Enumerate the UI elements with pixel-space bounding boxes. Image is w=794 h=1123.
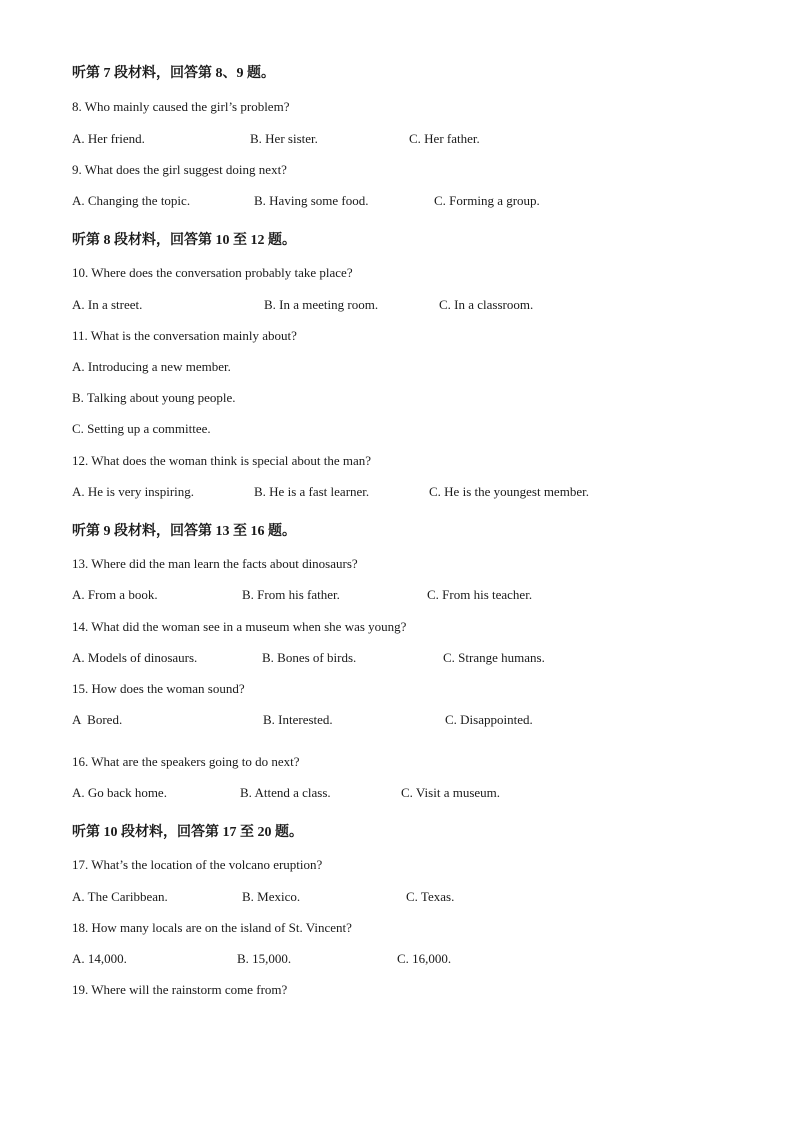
option-a: A. He is very inspiring.	[72, 484, 195, 499]
question-text: 8. Who mainly caused the girl’s problem?	[72, 99, 290, 114]
option-c: C. In a classroom.	[439, 297, 534, 312]
option-a: A. Her friend.	[72, 131, 145, 146]
option-a: A. In a street.	[72, 297, 143, 312]
option-b: B. Her sister.	[250, 131, 318, 146]
option-a: A. From a book.	[72, 587, 158, 602]
section-heading: 听第 7 段材料，回答第 8、9 题。	[72, 66, 275, 81]
option-a: A. Introducing a new member.	[72, 359, 231, 374]
section-heading: 听第 8 段材料，回答第 10 至 12 题。	[72, 233, 296, 248]
question-text: 11. What is the conversation mainly about?	[72, 328, 297, 343]
option-c: C. Her father.	[409, 131, 480, 146]
question-text: 13. Where did the man learn the facts about dinosaurs?	[72, 556, 358, 571]
option-c: C. He is the youngest member.	[429, 484, 589, 499]
question-text: 16. What are the speakers going to do next?	[72, 754, 300, 769]
option-a: A. 14,000.	[72, 951, 127, 966]
option-a: A. Go back home.	[72, 785, 167, 800]
option-c: C. 16,000.	[397, 951, 452, 966]
option-c: C. Setting up a committee.	[72, 421, 211, 436]
option-b: B. 15,000.	[237, 951, 292, 966]
option-c: C. Texas.	[406, 889, 455, 904]
option-b: B. Mexico.	[242, 889, 301, 904]
option-b: B. Attend a class.	[240, 785, 331, 800]
option-a: A. Models of dinosaurs.	[72, 650, 198, 665]
option-a: A. Changing the topic.	[72, 193, 191, 208]
question-text: 17. What’s the location of the volcano eruption?	[72, 857, 323, 872]
question-text: 15. How does the woman sound?	[72, 681, 245, 696]
option-b: B. In a meeting room.	[264, 297, 379, 312]
option-b: B. From his father.	[242, 587, 340, 602]
question-text: 12. What does the woman think is special about the man?	[72, 453, 372, 468]
option-b: B. He is a fast learner.	[254, 484, 370, 499]
option-a: A. The Caribbean.	[72, 889, 168, 904]
option-c: C. Visit a museum.	[401, 785, 501, 800]
question-text: 18. How many locals are on the island of St. Vincent?	[72, 920, 352, 935]
question-text: 14. What did the woman see in a museum when she was young?	[72, 619, 407, 634]
option-b: B. Bones of birds.	[262, 650, 357, 665]
option-a: A Bored.	[72, 712, 123, 727]
option-b: B. Having some food.	[254, 193, 369, 208]
question-text: 19. Where will the rainstorm come from?	[72, 982, 288, 997]
section-heading: 听第 9 段材料，回答第 13 至 16 题。	[72, 524, 296, 539]
option-b: B. Interested.	[263, 712, 333, 727]
option-c: C. Disappointed.	[445, 712, 533, 727]
option-b: B. Talking about young people.	[72, 390, 236, 405]
question-text: 10. Where does the conversation probably take place?	[72, 265, 353, 280]
option-c: C. Forming a group.	[434, 193, 540, 208]
question-text: 9. What does the girl suggest doing next?	[72, 162, 287, 177]
section-heading: 听第 10 段材料，回答第 17 至 20 题。	[72, 825, 303, 840]
option-c: C. From his teacher.	[427, 587, 533, 602]
option-c: C. Strange humans.	[443, 650, 545, 665]
